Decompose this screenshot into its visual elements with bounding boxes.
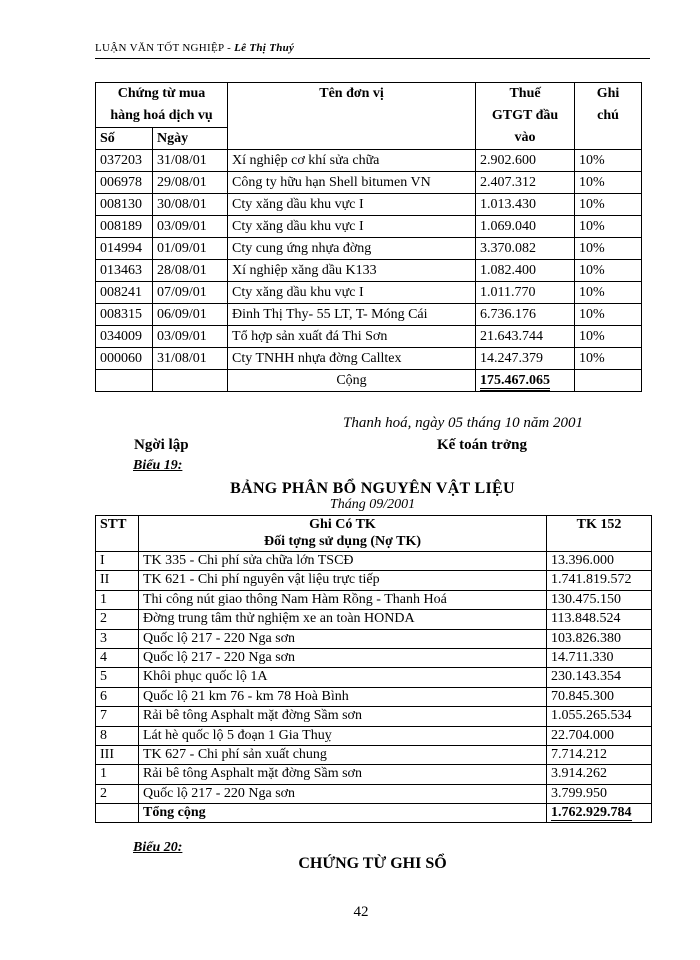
tax-header-line3: vào	[514, 130, 536, 145]
grand-total-cell	[547, 804, 652, 823]
date-cell: 01/09/01	[153, 238, 228, 260]
invoice-total-row	[96, 370, 642, 392]
allocation-row	[96, 571, 652, 590]
desc-cell: Quốc lộ 217 - 220 Nga sơn	[139, 648, 547, 667]
desc-cell: Quốc lộ 21 km 76 - km 78 Hoà Bình	[139, 687, 547, 706]
signature-date: Thanh hoá, ngày 05 tháng 10 năm 2001	[343, 415, 583, 431]
unit-cell: Đinh Thị Thy- 55 LT, T- Móng Cái	[228, 304, 476, 326]
date-cell: 06/09/01	[153, 304, 228, 326]
desc-header-line1: Ghi Có TK	[309, 517, 376, 532]
tax-cell: 6.736.176	[476, 304, 575, 326]
unit-cell: Xí nghiệp xăng dầu K133	[228, 260, 476, 282]
grand-total-label: Tổng cộng	[139, 804, 547, 823]
stt-cell: 8	[96, 726, 139, 745]
unit-cell: Cty xăng dầu khu vực I	[228, 216, 476, 238]
preparer-label: Ngời lập	[134, 437, 189, 453]
tax-cell: 3.370.082	[476, 238, 575, 260]
date-cell: 31/08/01	[153, 348, 228, 370]
desc-header	[139, 516, 547, 552]
total-label: Cộng	[228, 370, 476, 392]
so-cell: 008189	[96, 216, 153, 238]
stt-cell: 1	[96, 765, 139, 784]
so-cell: 034009	[96, 326, 153, 348]
amount-cell: 113.848.524	[547, 610, 652, 629]
material-allocation-table	[95, 515, 652, 823]
desc-cell: Lát hè quốc lộ 5 đoạn 1 Gia Thuỵ	[139, 726, 547, 745]
note-header-line1: Ghi	[596, 86, 620, 101]
allocation-row	[96, 648, 652, 667]
note-cell: 10%	[575, 150, 642, 172]
empty-cell	[96, 804, 139, 823]
amount-cell: 70.845.300	[547, 687, 652, 706]
note-cell: 10%	[575, 304, 642, 326]
unit-cell: Tổ hợp sản xuất đá Thi Sơn	[228, 326, 476, 348]
note-cell: 10%	[575, 216, 642, 238]
doc-group-line2: hàng hoá dịch vụ	[110, 108, 213, 123]
tax-cell: 2.902.600	[476, 150, 575, 172]
total-value: 175.467.065	[480, 373, 550, 391]
allocation-row	[96, 687, 652, 706]
invoice-row	[96, 216, 642, 238]
stt-cell: 4	[96, 648, 139, 667]
stt-cell: 5	[96, 668, 139, 687]
date-cell: 07/09/01	[153, 282, 228, 304]
unit-cell: Cty xăng dầu khu vực I	[228, 282, 476, 304]
invoice-row	[96, 260, 642, 282]
so-cell: 013463	[96, 260, 153, 282]
unit-cell: Cty cung ứng nhựa đờng	[228, 238, 476, 260]
amount-cell: 3.914.262	[547, 765, 652, 784]
note-header-line2: chú	[597, 108, 619, 123]
table1-header-row	[96, 83, 642, 128]
stt-cell: 3	[96, 629, 139, 648]
doc-group-line1: Chứng từ mua	[117, 86, 206, 101]
amount-cell: 1.741.819.572	[547, 571, 652, 590]
so-header: Số	[96, 128, 153, 150]
unit-header	[228, 83, 476, 150]
form19-label: Biểu 19:	[133, 458, 183, 473]
allocation-row	[96, 745, 652, 764]
allocation-row	[96, 668, 652, 687]
desc-cell: TK 621 - Chi phí nguyên vật liệu trực tiếp	[139, 571, 547, 590]
unit-cell: Cty xăng dầu khu vực I	[228, 194, 476, 216]
invoice-row	[96, 304, 642, 326]
allocation-row	[96, 610, 652, 629]
allocation-row	[96, 707, 652, 726]
amount-cell: 103.826.380	[547, 629, 652, 648]
amount-cell: 7.714.212	[547, 745, 652, 764]
desc-cell: Thi công nút giao thông Nam Hàm Rồng - Thanh Hoá	[139, 590, 547, 609]
allocation-row	[96, 590, 652, 609]
allocation-total-row	[96, 804, 652, 823]
desc-cell: Quốc lộ 217 - 220 Nga sơn	[139, 629, 547, 648]
stt-header: STT	[96, 516, 139, 552]
unit-cell: Xí nghiệp cơ khí sửa chữa	[228, 150, 476, 172]
amount-cell: 22.704.000	[547, 726, 652, 745]
stt-cell: II	[96, 571, 139, 590]
desc-cell: Đờng trung tâm thử nghiệm xe an toàn HONDA	[139, 610, 547, 629]
date-cell: 29/08/01	[153, 172, 228, 194]
so-cell: 014994	[96, 238, 153, 260]
desc-cell: Rải bê tông Asphalt mặt đờng Sầm sơn	[139, 765, 547, 784]
allocation-row	[96, 726, 652, 745]
so-cell: 008315	[96, 304, 153, 326]
doc-group-header	[96, 83, 228, 128]
purchase-invoice-table	[95, 82, 642, 392]
tax-cell: 1.013.430	[476, 194, 575, 216]
stt-cell: 7	[96, 707, 139, 726]
note-cell: 10%	[575, 260, 642, 282]
form19-month: Tháng 09/2001	[329, 497, 416, 512]
form19-title: BẢNG PHÂN BỔ NGUYÊN VẬT LIỆU	[230, 480, 515, 497]
unit-cell: Công ty hữu hạn Shell bitumen VN	[228, 172, 476, 194]
total-value-cell	[476, 370, 575, 392]
note-cell: 10%	[575, 194, 642, 216]
tax-cell: 21.643.744	[476, 326, 575, 348]
desc-header-line2: Đối tợng sử dụng (Nợ TK)	[263, 534, 422, 549]
invoice-row	[96, 172, 642, 194]
so-cell: 008130	[96, 194, 153, 216]
empty-cell	[153, 370, 228, 392]
tax-header	[476, 83, 575, 150]
tax-header-line2: GTGT đầu	[491, 108, 559, 123]
invoice-row	[96, 348, 642, 370]
header-author: Lê Thị Thuý	[234, 42, 295, 54]
unit-header-text: Tên đơn vị	[319, 86, 384, 101]
allocation-row	[96, 552, 652, 571]
tax-cell: 1.011.770	[476, 282, 575, 304]
stt-cell: 1	[96, 590, 139, 609]
stt-cell: 6	[96, 687, 139, 706]
amount-cell: 1.055.265.534	[547, 707, 652, 726]
tk152-header: TK 152	[547, 516, 652, 552]
empty-cell	[96, 370, 153, 392]
invoice-row	[96, 238, 642, 260]
invoice-row	[96, 282, 642, 304]
date-cell: 31/08/01	[153, 150, 228, 172]
allocation-row	[96, 629, 652, 648]
so-cell: 000060	[96, 348, 153, 370]
desc-cell: Khôi phục quốc lộ 1A	[139, 668, 547, 687]
allocation-row	[96, 765, 652, 784]
empty-cell	[575, 370, 642, 392]
form20-title: CHỨNG TỪ GHI SỔ	[298, 855, 447, 872]
amount-cell: 13.396.000	[547, 552, 652, 571]
note-cell: 10%	[575, 326, 642, 348]
header-prefix: LUẬN VĂN TỐT NGHIỆP -	[95, 42, 235, 54]
date-cell: 03/09/01	[153, 326, 228, 348]
tax-header-line1: Thuế	[509, 86, 541, 101]
so-cell: 008241	[96, 282, 153, 304]
so-cell: 037203	[96, 150, 153, 172]
table2-header-row	[96, 516, 652, 552]
amount-cell: 230.143.354	[547, 668, 652, 687]
header-rule	[95, 58, 650, 59]
tax-cell: 14.247.379	[476, 348, 575, 370]
desc-cell: TK 335 - Chi phí sửa chữa lớn TSCĐ	[139, 552, 547, 571]
note-header	[575, 83, 642, 150]
amount-cell: 130.475.150	[547, 590, 652, 609]
page-number: 42	[353, 904, 369, 920]
note-cell: 10%	[575, 348, 642, 370]
invoice-row	[96, 194, 642, 216]
so-cell: 006978	[96, 172, 153, 194]
form20-label: Biểu 20:	[133, 840, 183, 855]
invoice-row	[96, 326, 642, 348]
running-header	[95, 42, 650, 54]
amount-cell: 14.711.330	[547, 648, 652, 667]
unit-cell: Cty TNHH nhựa đờng Calltex	[228, 348, 476, 370]
accountant-label: Kế toán trởng	[437, 437, 527, 453]
stt-cell: 2	[96, 610, 139, 629]
date-cell: 28/08/01	[153, 260, 228, 282]
note-cell: 10%	[575, 238, 642, 260]
tax-cell: 1.082.400	[476, 260, 575, 282]
date-cell: 03/09/01	[153, 216, 228, 238]
note-cell: 10%	[575, 172, 642, 194]
amount-cell: 3.799.950	[547, 784, 652, 803]
grand-total-value: 1.762.929.784	[551, 805, 632, 823]
tax-cell: 1.069.040	[476, 216, 575, 238]
note-cell: 10%	[575, 282, 642, 304]
date-cell: 30/08/01	[153, 194, 228, 216]
allocation-row	[96, 784, 652, 803]
stt-cell: III	[96, 745, 139, 764]
invoice-row	[96, 150, 642, 172]
desc-cell: Rải bê tông Asphalt mặt đờng Sầm sơn	[139, 707, 547, 726]
stt-cell: I	[96, 552, 139, 571]
stt-cell: 2	[96, 784, 139, 803]
desc-cell: TK 627 - Chi phí sản xuất chung	[139, 745, 547, 764]
ngay-header: Ngày	[153, 128, 228, 150]
tax-cell: 2.407.312	[476, 172, 575, 194]
desc-cell: Quốc lộ 217 - 220 Nga sơn	[139, 784, 547, 803]
